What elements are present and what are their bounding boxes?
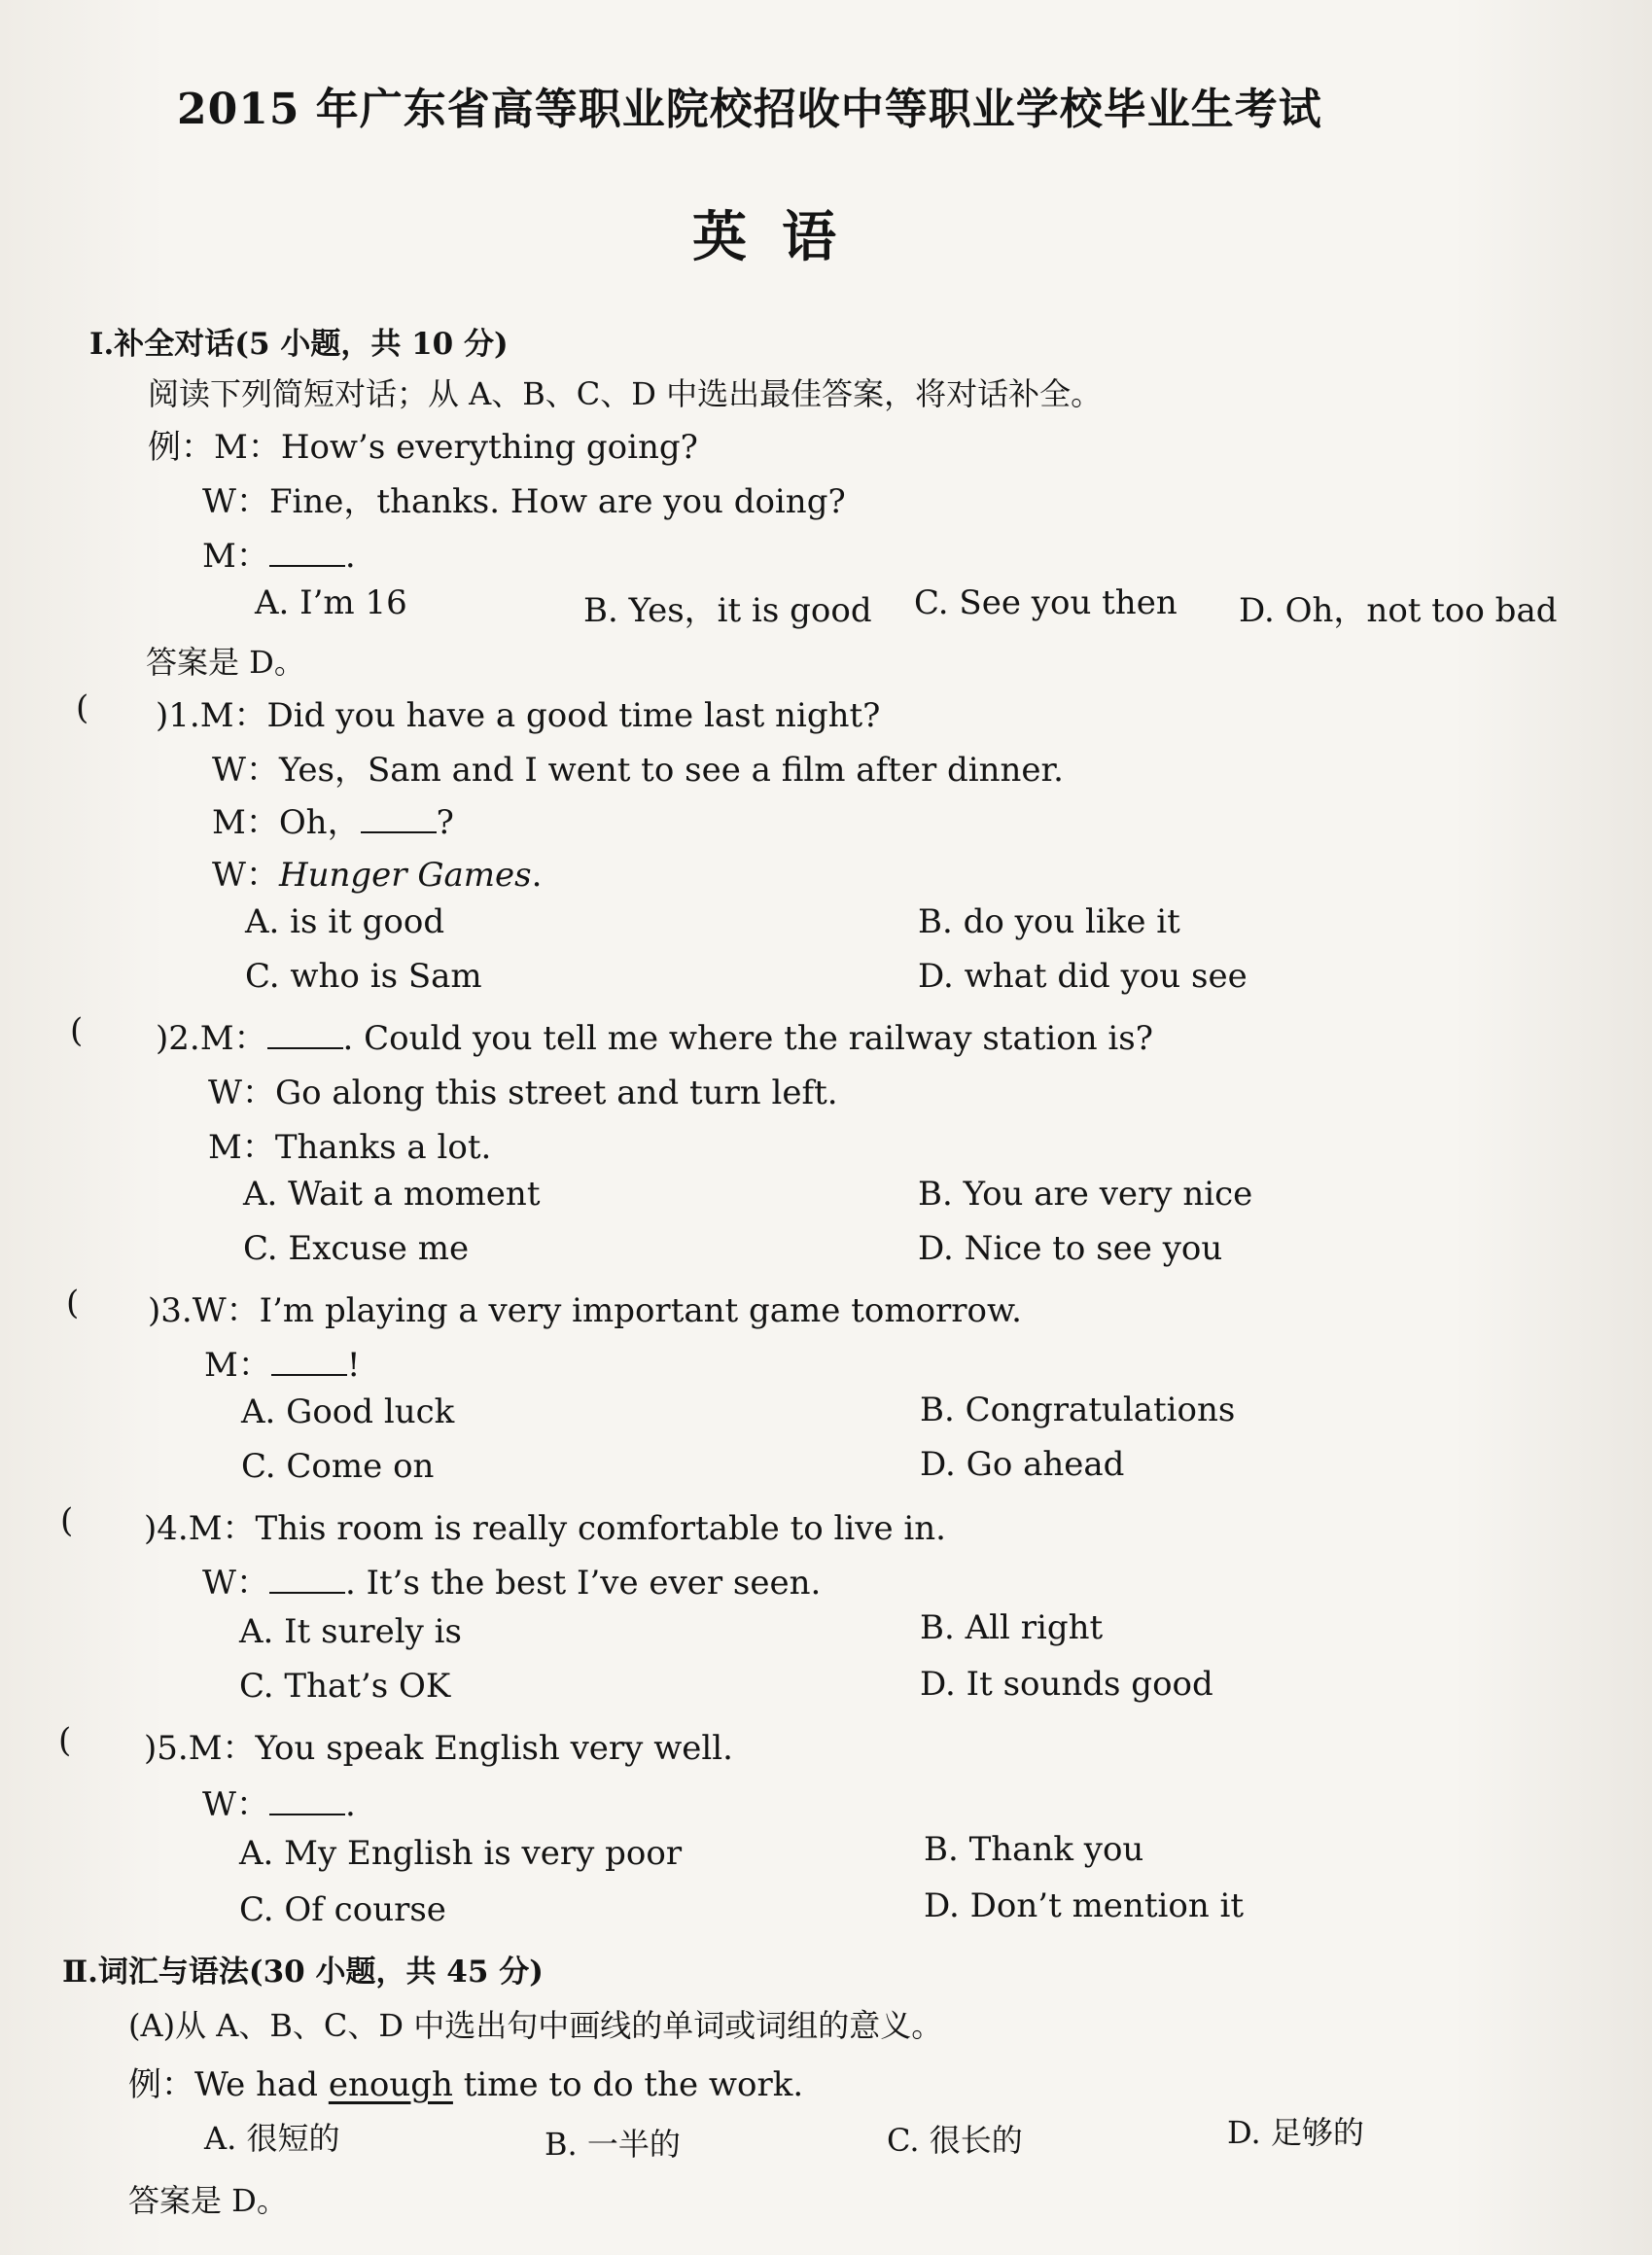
- section-2-example-option-c: C. 很长的: [887, 2122, 1023, 2159]
- q2-option-d[interactable]: D. Nice to see you: [918, 1229, 1223, 1268]
- section-2-example-option-d: D. 足够的: [1227, 2114, 1364, 2151]
- q1-line-3: M：Oh， ?: [212, 803, 454, 842]
- q3-option-c[interactable]: C. Come on: [241, 1447, 435, 1486]
- q1-line-2: W：Yes，Sam and I went to see a film after dinner.: [212, 751, 1064, 790]
- q3-line-1: )3.W：I’m playing a very important game tomorrow.: [148, 1291, 1022, 1330]
- example-answer: 答案是 D。: [146, 644, 305, 681]
- q2-line-3: M：Thanks a lot.: [208, 1128, 492, 1167]
- q2-option-c[interactable]: C. Excuse me: [243, 1229, 470, 1268]
- q1-option-d[interactable]: D. what did you see: [918, 957, 1248, 996]
- q5-option-c[interactable]: C. Of course: [239, 1890, 446, 1929]
- example-line-2: W：Fine，thanks. How are you doing?: [202, 482, 846, 521]
- section-2-heading: Ⅱ.词汇与语法(30 小题，共 45 分): [62, 1955, 544, 1990]
- q4-option-c[interactable]: C. That’s OK: [239, 1667, 451, 1706]
- q2-option-b[interactable]: B. You are very nice: [918, 1175, 1253, 1214]
- section-2-example-option-a: A. 很短的: [204, 2120, 340, 2157]
- q5-option-a[interactable]: A. My English is very poor: [239, 1834, 683, 1873]
- q4-line-2: W： . It’s the best I’ve ever seen.: [202, 1564, 822, 1603]
- q2-answer-paren[interactable]: (: [70, 1011, 84, 1050]
- answer-blank: [267, 1022, 343, 1049]
- section-2-example-answer: 答案是 D。: [128, 2182, 288, 2219]
- subject-title: 英语: [692, 205, 871, 269]
- q1-option-c[interactable]: C. who is Sam: [245, 957, 482, 996]
- q2-line-2: W：Go along this street and turn left.: [208, 1074, 838, 1112]
- answer-blank: [271, 1349, 347, 1376]
- example-line-1: 例：M：How’s everything going?: [148, 428, 698, 467]
- q5-line-1: )5.M：You speak English very well.: [144, 1729, 733, 1768]
- q4-option-a[interactable]: A. It surely is: [239, 1612, 463, 1651]
- answer-blank: [361, 806, 437, 833]
- section-2-example: 例：We had enough time to do the work.: [128, 2065, 804, 2104]
- q3-line-2: M： !: [204, 1346, 361, 1385]
- q1-line-1: )1.M：Did you have a good time last night?: [156, 696, 881, 735]
- q4-line-1: )4.M：This room is really comfortable to live in.: [144, 1509, 946, 1548]
- example-option-c: C. See you then: [914, 583, 1177, 622]
- underlined-word: enough: [328, 2065, 453, 2104]
- q5-answer-paren[interactable]: (: [58, 1721, 72, 1760]
- q1-option-b[interactable]: B. do you like it: [918, 902, 1180, 941]
- q5-line-2: W： .: [202, 1785, 356, 1824]
- q2-option-a[interactable]: A. Wait a moment: [243, 1175, 541, 1214]
- q1-option-a[interactable]: A. is it good: [245, 902, 445, 941]
- example-line-3: M： .: [202, 537, 356, 576]
- section-2a-instruction: (A)从 A、B、C、D 中选出句中画线的单词或词组的意义。: [128, 2007, 943, 2044]
- q4-answer-paren[interactable]: (: [60, 1501, 74, 1540]
- exam-title: 2015 年广东省高等职业院校招收中等职业学校毕业生考试: [177, 85, 1322, 134]
- example-option-a: A. I’m 16: [255, 583, 407, 622]
- answer-blank: [269, 540, 345, 567]
- q1-line-4: W：Hunger Games.: [212, 856, 543, 895]
- q1-answer-paren[interactable]: (: [76, 688, 89, 727]
- q4-option-b[interactable]: B. All right: [920, 1608, 1104, 1647]
- q5-option-d[interactable]: D. Don’t mention it: [924, 1886, 1245, 1925]
- q3-option-d[interactable]: D. Go ahead: [920, 1445, 1125, 1484]
- section-2-example-option-b: B. 一半的: [545, 2126, 681, 2163]
- q4-option-d[interactable]: D. It sounds good: [920, 1665, 1213, 1704]
- answer-blank: [269, 1788, 345, 1815]
- q2-line-1: )2.M： . Could you tell me where the railway station is?: [156, 1019, 1153, 1058]
- q3-option-b[interactable]: B. Congratulations: [920, 1391, 1236, 1429]
- q5-option-b[interactable]: B. Thank you: [924, 1830, 1144, 1869]
- example-option-b: B. Yes，it is good: [583, 591, 872, 630]
- q3-answer-paren[interactable]: (: [66, 1284, 80, 1322]
- section-1-instruction: 阅读下列简短对话；从 A、B、C、D 中选出最佳答案，将对话补全。: [148, 375, 1103, 412]
- q3-option-a[interactable]: A. Good luck: [241, 1392, 455, 1431]
- answer-blank: [269, 1567, 345, 1594]
- example-option-d: D. Oh，not too bad: [1239, 591, 1558, 630]
- section-1-heading: Ⅰ.补全对话(5 小题，共 10 分): [89, 327, 509, 362]
